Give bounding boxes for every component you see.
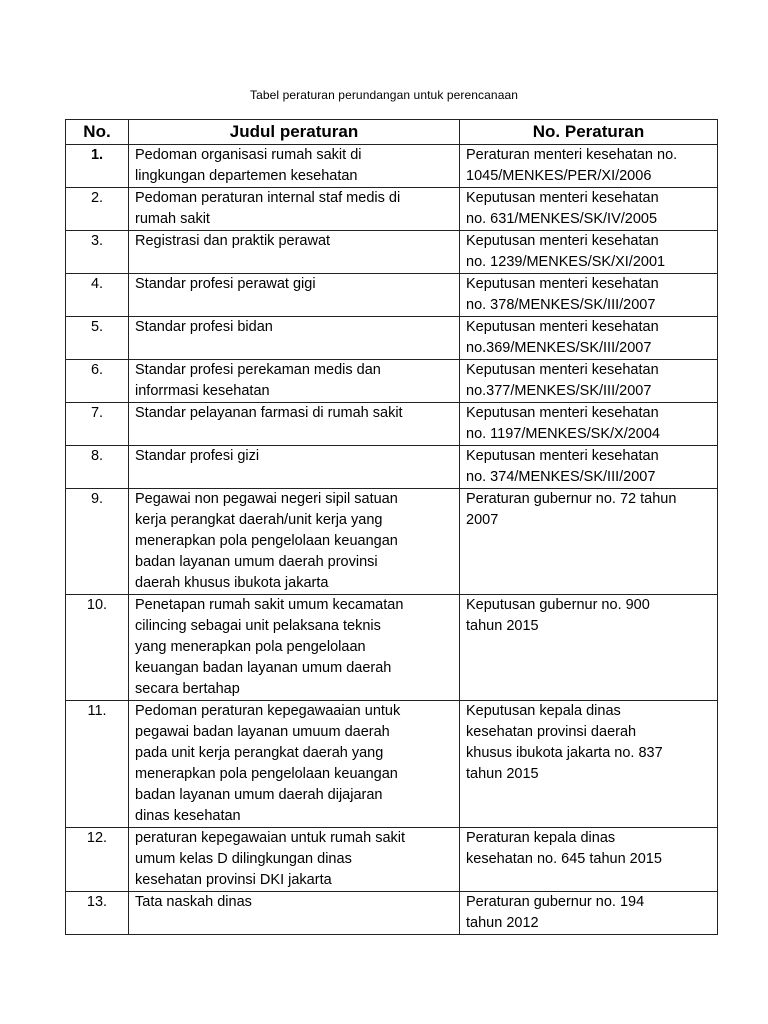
regulations-table [65,119,718,935]
regulation-title: Tata naskah dinas [129,892,460,935]
row-number: 10. [66,595,129,701]
table-row [66,446,718,489]
row-number: 6. [66,360,129,403]
regulation-title: Standar pelayanan farmasi di rumah sakit [129,403,460,446]
regulation-number: Peraturan gubernur no. 194 tahun 2012 [460,892,718,935]
table-row [66,188,718,231]
table-header [66,120,718,145]
row-number: 4. [66,274,129,317]
regulation-number: Peraturan menteri kesehatan no. 1045/MENKES/PER/XI/2006 [460,145,718,188]
regulation-number: Peraturan kepala dinas kesehatan no. 645 tahun 2015 [460,828,718,892]
regulation-number: Keputusan kepala dinas kesehatan provinsi daerah khusus ibukota jakarta no. 837 tahun 2015 [460,701,718,828]
regulation-number: Keputusan gubernur no. 900 tahun 2015 [460,595,718,701]
regulation-title: Penetapan rumah sakit umum kecamatan cilincing sebagai unit pelaksana teknis yang menerapkan pola pengelolaan keuangan badan layanan umum daerah secara bertahap [129,595,460,701]
table-row [66,403,718,446]
row-number: 3. [66,231,129,274]
table-row [66,828,718,892]
table-row [66,489,718,595]
row-number: 7. [66,403,129,446]
regulation-number: Keputusan menteri kesehatan no. 378/MENKES/SK/III/2007 [460,274,718,317]
regulation-title: Registrasi dan praktik perawat [129,231,460,274]
regulation-title: Pedoman peraturan kepegawaaian untuk pegawai badan layanan umuum daerah pada unit kerja perangkat daerah yang menerapkan pola pengelolaan keuangan badan layanan umum daerah dijajaran dinas kesehatan [129,701,460,828]
regulation-title: Standar profesi gizi [129,446,460,489]
regulation-title: Standar profesi bidan [129,317,460,360]
row-number: 9. [66,489,129,595]
header-judul: Judul peraturan [129,120,460,145]
table-body [66,145,718,935]
regulation-title: Standar profesi perekaman medis dan inforrmasi kesehatan [129,360,460,403]
table-row [66,360,718,403]
table-caption: Tabel peraturan perundangan untuk perencanaan [249,88,519,102]
regulation-number: Keputusan menteri kesehatan no. 631/MENKES/SK/IV/2005 [460,188,718,231]
row-number: 11. [66,701,129,828]
regulation-title: Pedoman peraturan internal staf medis di rumah sakit [129,188,460,231]
row-number: 5. [66,317,129,360]
table-row [66,701,718,828]
row-number: 1. [66,145,129,188]
row-number: 12. [66,828,129,892]
table-row [66,231,718,274]
regulation-number: Keputusan menteri kesehatan no. 1239/MENKES/SK/XI/2001 [460,231,718,274]
row-number: 8. [66,446,129,489]
regulation-number: Keputusan menteri kesehatan no. 374/MENKES/SK/III/2007 [460,446,718,489]
header-peraturan: No. Peraturan [460,120,718,145]
table-row [66,274,718,317]
table-row [66,317,718,360]
regulation-number: Keputusan menteri kesehatan no.369/MENKES/SK/III/2007 [460,317,718,360]
header-no: No. [66,120,129,145]
regulation-number: Keputusan menteri kesehatan no.377/MENKES/SK/III/2007 [460,360,718,403]
regulation-number: Peraturan gubernur no. 72 tahun 2007 [460,489,718,595]
table-row [66,892,718,935]
table-row [66,595,718,701]
row-number: 13. [66,892,129,935]
header-row [66,120,718,145]
row-number: 2. [66,188,129,231]
regulation-title: Pedoman organisasi rumah sakit di lingkungan departemen kesehatan [129,145,460,188]
regulation-title: Pegawai non pegawai negeri sipil satuan kerja perangkat daerah/unit kerja yang menerapkan pola pengelolaan keuangan badan layanan umum daerah provinsi daerah khusus ibukota jakarta [129,489,460,595]
regulation-title: Standar profesi perawat gigi [129,274,460,317]
regulation-title: peraturan kepegawaian untuk rumah sakit umum kelas D dilingkungan dinas kesehatan provinsi DKI jakarta [129,828,460,892]
regulation-number: Keputusan menteri kesehatan no. 1197/MENKES/SK/X/2004 [460,403,718,446]
table-row [66,145,718,188]
